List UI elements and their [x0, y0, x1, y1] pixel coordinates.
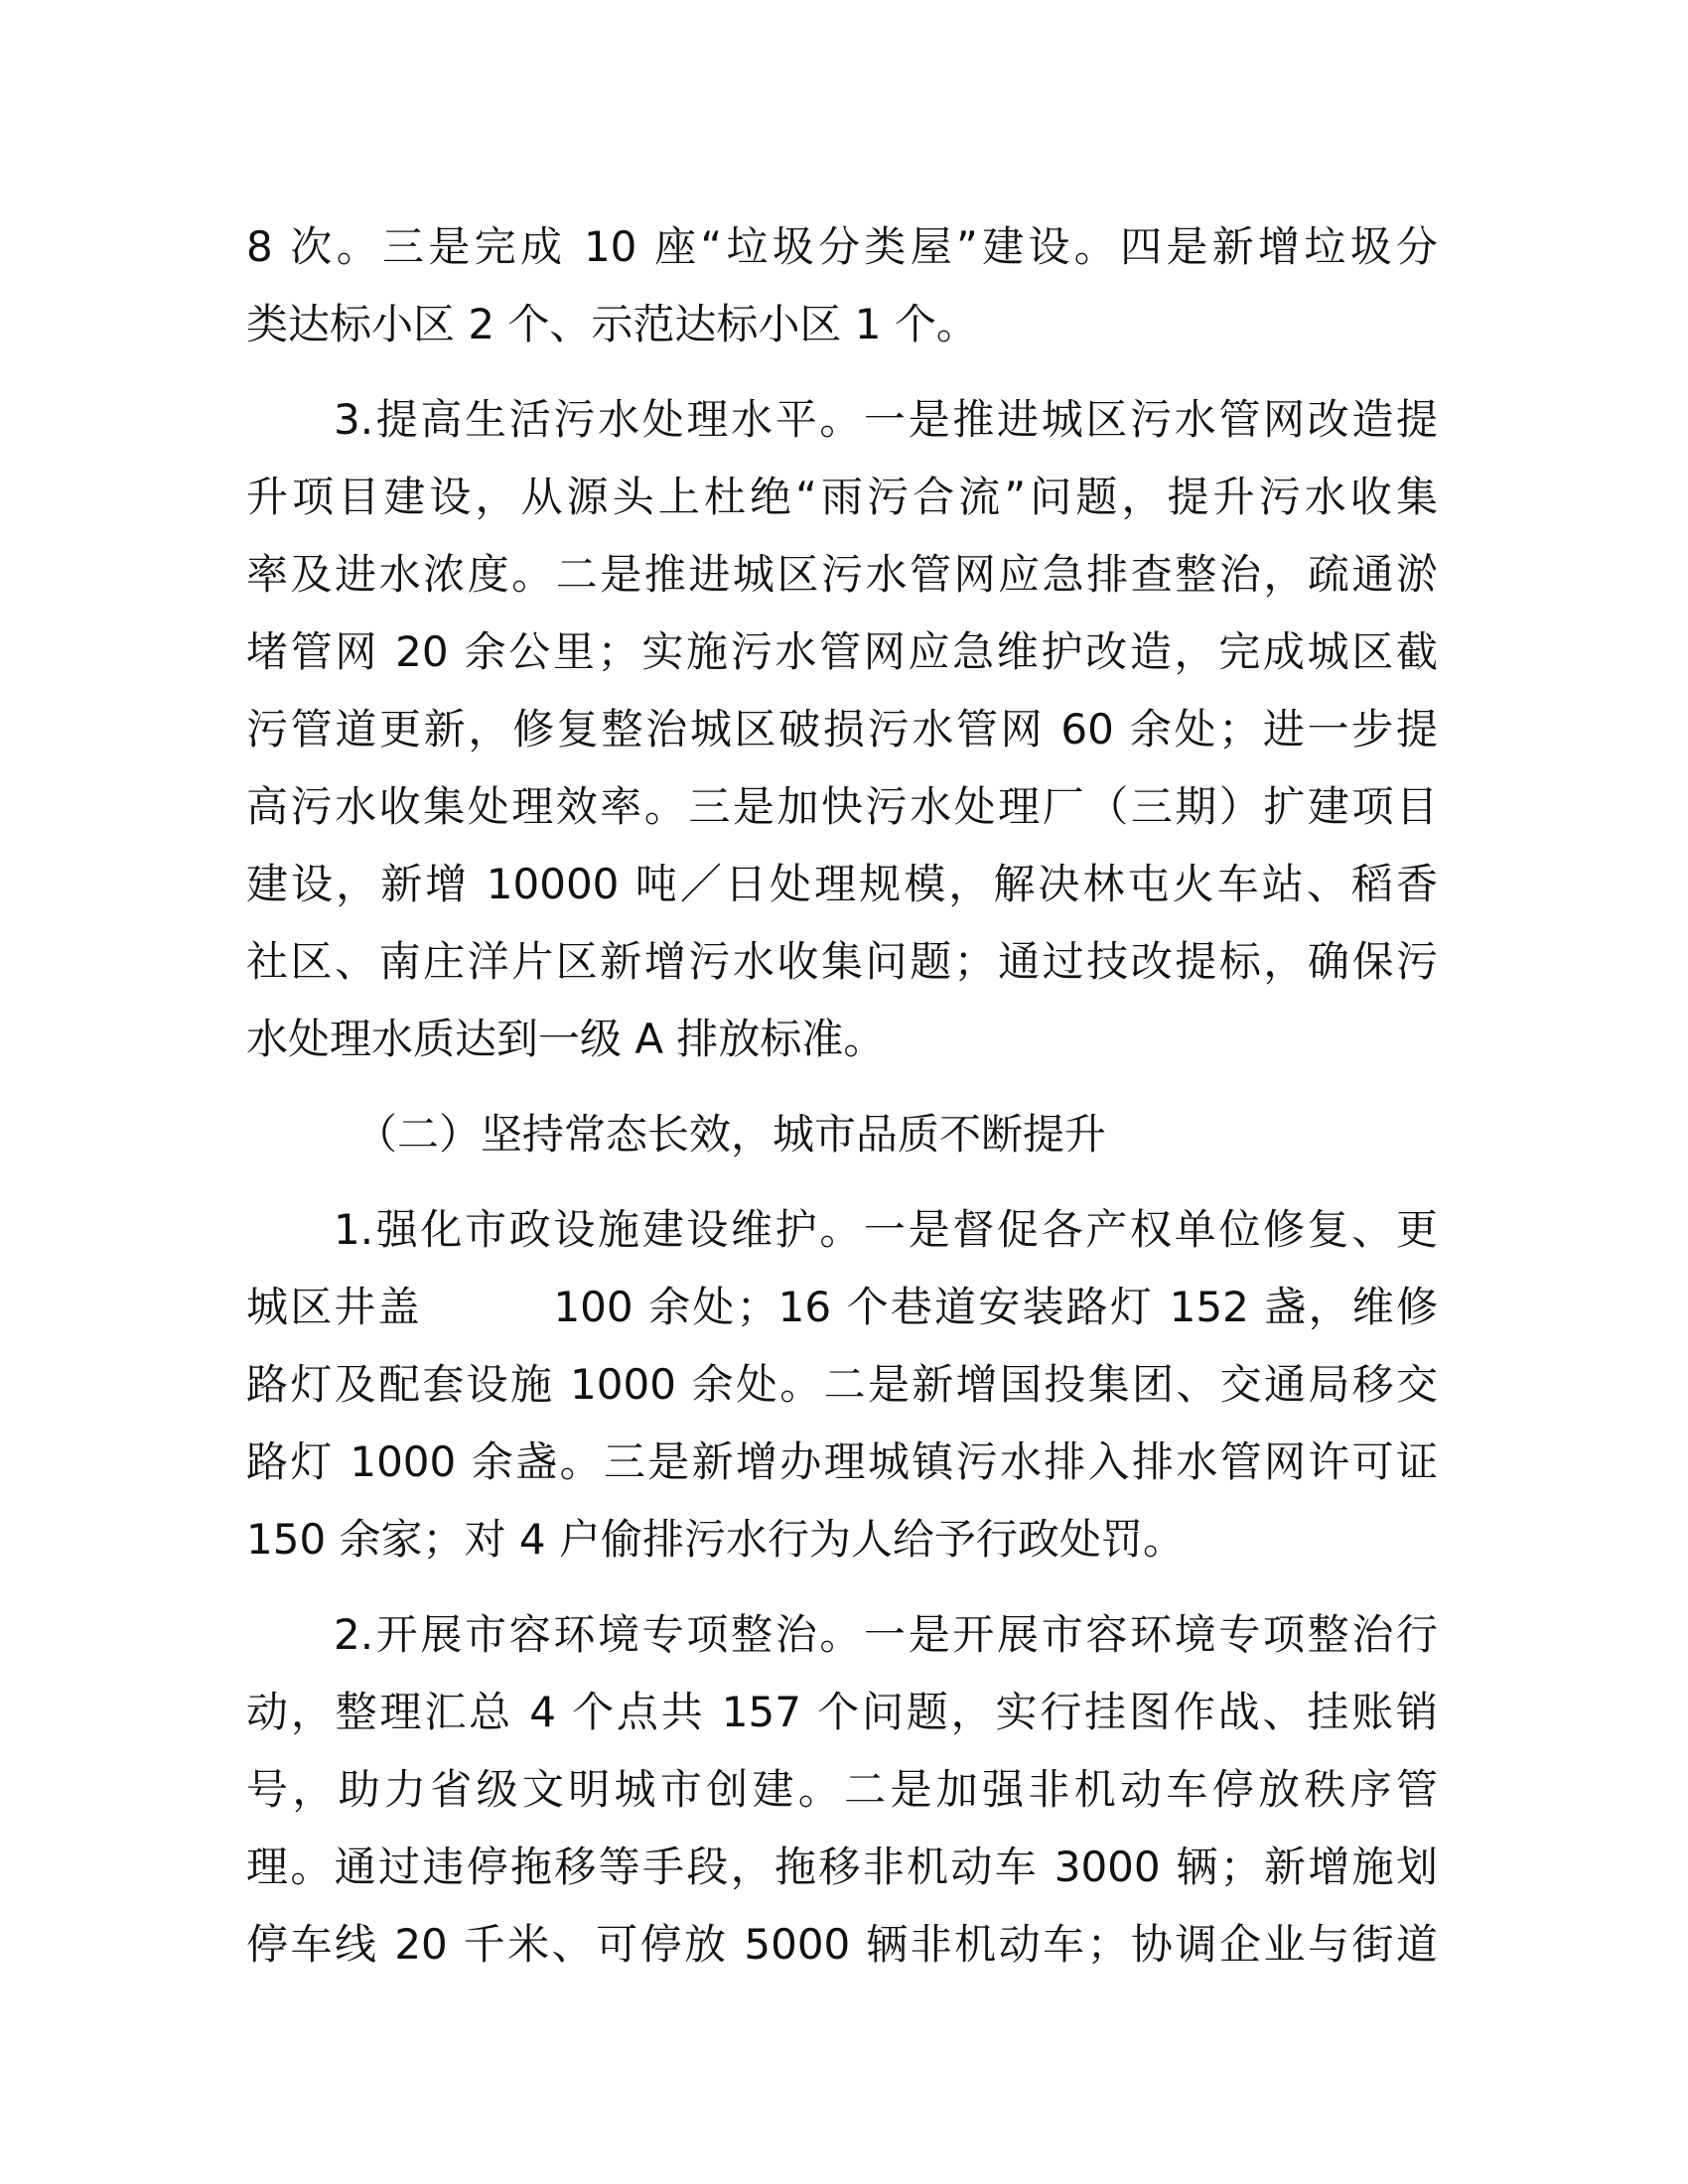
- text-line: 3.提高生活污水处理水平。一是推进城区污水管网改造提: [334, 395, 1438, 444]
- text-line: 1.强化市政设施建设维护。一是督促各产权单位修复、更: [334, 1205, 1438, 1254]
- document-body: [246, 208, 1438, 1983]
- text-line: 建设，新增 10000 吨／日处理规模，解决林屯火车站、稻香: [246, 860, 1438, 908]
- text-line: 城区井盖 100 余处；16 个巷道安装路灯 152 盏，维修: [246, 1283, 1438, 1331]
- text-line: 率及进水浓度。二是推进城区污水管网应急排查整治，疏通淤: [246, 550, 1438, 599]
- text-line: 号，助力省级文明城市创建。二是加强非机动车停放秩序管: [246, 1765, 1438, 1814]
- text-line: 150 余家；对 4 户偷排污水行为人给予行政处罚。: [246, 1515, 1185, 1564]
- text-line: 升项目建设，从源头上杜绝“雨污合流”问题，提升污水收集: [246, 473, 1438, 521]
- text-line: 路灯 1000 余盏。三是新增办理城镇污水排入排水管网许可证: [246, 1437, 1438, 1486]
- text-line: 动，整理汇总 4 个点共 157 个问题，实行挂图作战、挂账销: [246, 1688, 1438, 1736]
- text-line: 污管道更新，修复整治城区破损污水管网 60 余处；进一步提: [246, 705, 1438, 753]
- text-line: 理。通过违停拖移等手段，拖移非机动车 3000 辆；新增施划: [246, 1843, 1438, 1891]
- text-line: 高污水收集处理效率。三是加快污水处理厂（三期）扩建项目: [246, 782, 1438, 831]
- section-heading: （二）坚持常态长效，城市品质不断提升: [355, 1110, 1107, 1159]
- text-line: 路灯及配套设施 1000 余处。二是新增国投集团、交通局移交: [246, 1360, 1438, 1409]
- text-line: 2.开展市容环境专项整治。一是开展市容环境专项整治行: [334, 1610, 1438, 1659]
- text-line: 社区、南庄洋片区新增污水收集问题；通过技改提标，确保污: [246, 937, 1438, 986]
- text-line: 类达标小区 2 个、示范达标小区 1 个。: [246, 300, 978, 348]
- text-line: 8 次。三是完成 10 座“垃圾分类屋”建设。四是新增垃圾分: [246, 222, 1438, 271]
- text-line: 堵管网 20 余公里；实施污水管网应急维护改造，完成城区截: [246, 627, 1438, 676]
- text-line: 水处理水质达到一级 A 排放标准。: [246, 1015, 886, 1063]
- text-line: 停车线 20 千米、可停放 5000 辆非机动车；协调企业与街道: [246, 1920, 1438, 1969]
